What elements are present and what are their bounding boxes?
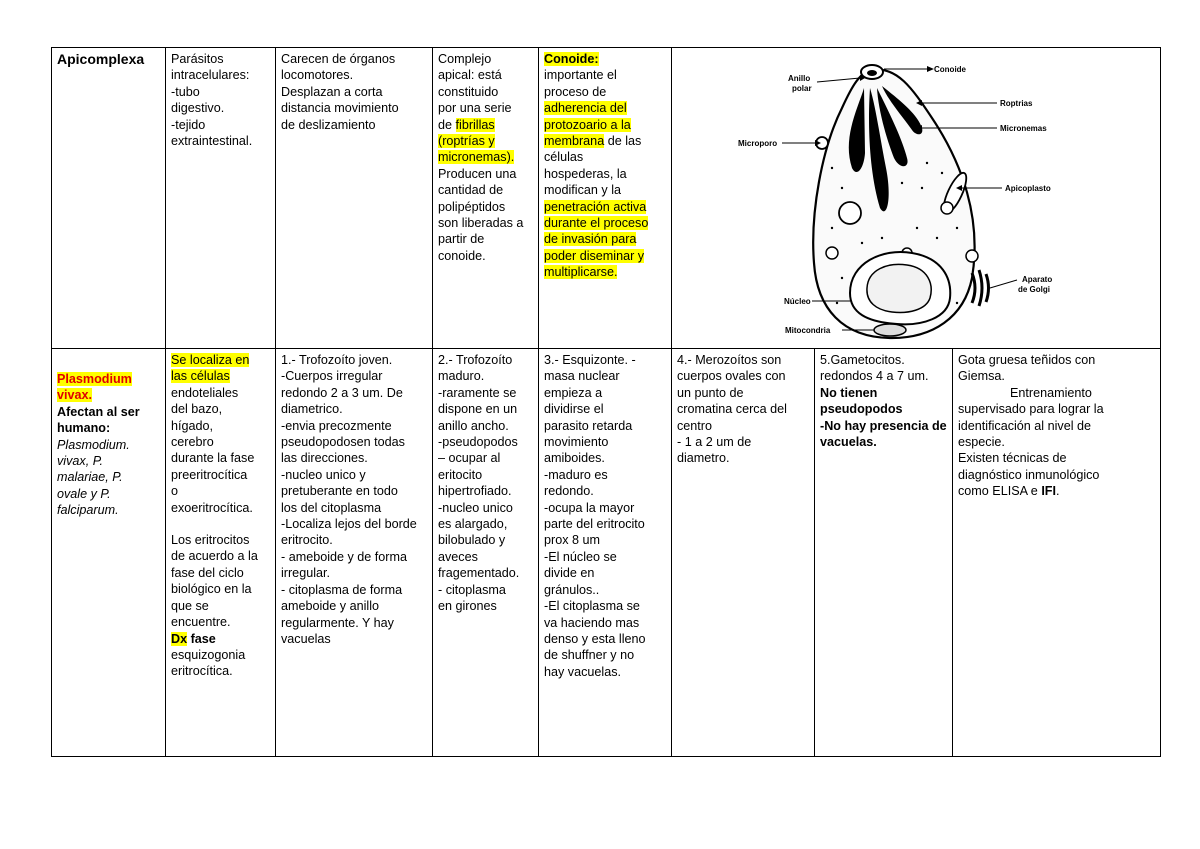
text-line: - 1 a 2 um de: [677, 435, 752, 450]
cell-diagram: [672, 48, 1161, 349]
highlight-text: (roptrías y: [438, 134, 495, 149]
species-list: vivax, P.: [57, 454, 103, 469]
text-line: del bazo,: [171, 402, 223, 417]
text-line: gránulos..: [544, 582, 600, 597]
label-polar: polar: [792, 84, 812, 93]
text-line: redondos 4 a 7 um.: [820, 369, 929, 384]
text-span: como ELISA e: [958, 484, 1042, 499]
text-line: -pseudopodos: [438, 435, 518, 450]
label-micronemas: Micronemas: [1000, 124, 1047, 133]
text-line: fragementado.: [438, 566, 520, 581]
text-line: constituido: [438, 84, 499, 99]
text-line: pseudopodosen todas: [281, 435, 405, 450]
text-line: especie.: [958, 435, 1005, 450]
text-line: -tubo: [171, 84, 200, 99]
text-line: los del citoplasma: [281, 500, 382, 515]
text-span: fase: [187, 631, 216, 646]
text-line: -tejido: [171, 117, 206, 132]
affects-label-2: humano:: [57, 421, 111, 436]
highlight-text: Se localiza en: [171, 353, 250, 367]
text-line: vacuelas: [281, 631, 331, 646]
text-line: -El citoplasma se: [544, 599, 640, 614]
text-line: aveces: [438, 549, 478, 564]
text-line: ameboide y anillo: [281, 599, 380, 614]
text-line: distancia movimiento: [281, 101, 399, 116]
text-line: parasito retarda: [544, 418, 633, 433]
label-roptrias: Roptrias: [1000, 99, 1033, 108]
text-line: supervisado para lograr la: [958, 402, 1104, 417]
text-line: redondo 2 a 3 um. De: [281, 385, 403, 400]
text-line: dividirse el: [544, 402, 604, 417]
label-apicoplasto: Apicoplasto: [1005, 184, 1051, 193]
text-line: encuentre.: [171, 615, 231, 630]
highlight-text: penetración activa: [544, 199, 647, 214]
text-line: partir de: [438, 232, 485, 247]
text-line: durante la fase: [171, 451, 255, 466]
text-line: locomotores.: [281, 68, 354, 83]
text-span: de las: [604, 134, 642, 149]
affects-label: Afectan al ser: [57, 404, 140, 419]
text-line: exoeritrocítica.: [171, 500, 253, 515]
apicomplexa-diagram: [672, 48, 1148, 342]
text-line: -Localiza lejos del borde: [281, 517, 417, 532]
text-line: cantidad de: [438, 183, 504, 198]
text-line: apical: está: [438, 68, 502, 83]
text-line: esquizogonia: [171, 647, 246, 662]
cell-apical-complex: [433, 48, 539, 349]
label-conoide: Conoide: [934, 65, 966, 74]
text-line: -ocupa la mayor: [544, 500, 635, 515]
text-line: Producen una: [438, 166, 517, 181]
highlight-text: protozoario a la: [544, 117, 631, 132]
text-line: -nucleo unico y: [281, 467, 366, 482]
text-line: hipertrofiado.: [438, 484, 512, 499]
cell-esquizonte: [539, 349, 672, 757]
text-line: de deslizamiento: [281, 117, 376, 132]
text-line: diametro.: [677, 451, 730, 466]
cell-diagnosis: [953, 349, 1161, 757]
text-line: Los eritrocitos: [171, 533, 250, 548]
text-line: hígado,: [171, 418, 214, 433]
highlight-text: de invasión para: [544, 232, 637, 247]
text-line: diametrico.: [281, 402, 343, 417]
cell-gametocitos: [815, 349, 953, 757]
cell-group-name: [52, 48, 166, 349]
text-span: Entrenamiento: [1010, 385, 1092, 400]
text-line: bilobulado y: [438, 533, 506, 548]
cell-merozoitos: [672, 349, 815, 757]
label-anillo: Anillo: [788, 74, 811, 83]
text-line: dispone en un: [438, 402, 518, 417]
text-line: modifican y la: [544, 183, 621, 198]
text-line: anillo ancho.: [438, 418, 509, 433]
text-line: -Cuerpos irregular: [281, 369, 383, 384]
text-line: de acuerdo a la: [171, 549, 258, 564]
text-line: las direcciones.: [281, 451, 368, 466]
text-line: movimiento: [544, 435, 609, 450]
species-list: Plasmodium.: [57, 437, 130, 452]
text-line: polipéptidos: [438, 199, 506, 214]
text-line: prox 8 um: [544, 533, 600, 548]
text-span: Giemsa.: [958, 369, 1005, 384]
text-line: divide en: [544, 566, 595, 581]
highlight-text: micronemas).: [438, 150, 515, 165]
text-line: importante el: [544, 68, 617, 83]
text-line: centro: [677, 418, 713, 433]
text-line: redondo.: [544, 484, 594, 499]
text-line: masa nuclear: [544, 369, 620, 384]
text-line: amiboides.: [544, 451, 605, 466]
text-line: es alargado,: [438, 517, 508, 532]
cell-species: [52, 349, 166, 757]
text-line: eritrocito.: [281, 533, 333, 548]
text-line: por una serie: [438, 101, 512, 116]
text-line: cerebro: [171, 435, 214, 450]
text-span: .: [1056, 484, 1060, 499]
text-line: son liberadas a: [438, 216, 524, 231]
apicomplexa-table: [51, 47, 1161, 757]
species-name-2: vivax.: [57, 388, 93, 403]
text-line: -envia precozmente: [281, 418, 392, 433]
ifi-label: IFI: [1041, 484, 1057, 499]
text-line: conoide.: [438, 248, 486, 263]
text-line: cuerpos ovales con: [677, 369, 786, 384]
text-line: 2.- Trofozoíto: [438, 353, 513, 367]
text-line: denso y esta lleno: [544, 631, 646, 646]
text-line: -maduro es: [544, 467, 608, 482]
text-line: pretuberante en todo: [281, 484, 398, 499]
species-list: falciparum.: [57, 503, 119, 518]
text-line: - ameboide y de forma: [281, 549, 407, 564]
text-line: cromatina cerca del: [677, 402, 787, 417]
text-line: Carecen de órganos: [281, 52, 396, 66]
text-line: parte del eritrocito: [544, 517, 645, 532]
text-line: diagnóstico inmunológico: [958, 467, 1100, 482]
cell-conoide: [539, 48, 672, 349]
species-list: ovale y P.: [57, 486, 111, 501]
text-line: 1.- Trofozoíto joven.: [281, 353, 393, 367]
text-line: eritocito: [438, 467, 483, 482]
highlight-text: membrana: [544, 134, 605, 149]
text-line: que se: [171, 598, 209, 613]
text-line: células: [544, 150, 584, 165]
text-line: hospederas, la: [544, 166, 627, 181]
text-line: preeritrocítica: [171, 467, 248, 482]
text-line: -raramente se: [438, 385, 517, 400]
species-name: Plasmodium: [57, 372, 132, 386]
text-line: empieza a: [544, 385, 603, 400]
species-list: malariae, P.: [57, 470, 123, 485]
text-line: -nucleo unico: [438, 500, 513, 515]
group-title: Apicomplexa: [57, 51, 145, 67]
text-line: vacuelas.: [820, 435, 877, 450]
text-span: de: [438, 117, 456, 132]
text-line: 4.- Merozoítos son: [677, 353, 782, 367]
text-line: Complejo: [438, 52, 492, 66]
text-line: en girones: [438, 599, 497, 614]
cell-parasites: [166, 48, 276, 349]
text-line: hay vacuelas.: [544, 664, 622, 679]
highlight-text: las células: [171, 369, 230, 384]
cell-locomotion: [276, 48, 433, 349]
text-line: o: [171, 484, 179, 499]
table-row: [52, 349, 1161, 757]
text-line: identificación al nivel de: [958, 418, 1092, 433]
label-aparato: Aparato: [1022, 275, 1053, 284]
cell-trofozoito-joven: [276, 349, 433, 757]
text-line: eritrocítica.: [171, 664, 233, 679]
text-line: regularmente. Y hay: [281, 615, 394, 630]
highlight-text: fibrillas: [455, 117, 495, 132]
text-line: fase del ciclo: [171, 565, 244, 580]
text-line: 5.Gametocitos.: [820, 353, 905, 367]
highlight-text: adherencia del: [544, 101, 627, 116]
highlight-text: poder diseminar y: [544, 248, 645, 263]
conoide-title: Conoide:: [544, 52, 599, 66]
label-microporo: Microporo: [738, 139, 778, 148]
cell-location: [166, 349, 276, 757]
text-line: -No hay presencia de: [820, 418, 947, 433]
text-line: un punto de: [677, 385, 744, 400]
text-line: extraintestinal.: [171, 134, 253, 149]
text-line: - citoplasma de forma: [281, 582, 403, 597]
text-line: endoteliales: [171, 385, 239, 400]
cell-trofozoito-maduro: [433, 349, 539, 757]
text-line: pseudopodos: [820, 402, 903, 417]
text-line: – ocupar al: [438, 451, 501, 466]
label-mitocondria: Mitocondria: [785, 326, 831, 335]
text-line: Desplazan a corta: [281, 84, 383, 99]
text-line: va haciendo mas: [544, 615, 640, 630]
dx-label: Dx: [171, 631, 188, 646]
text-line: digestivo.: [171, 101, 225, 116]
text-span: Gota gruesa teñidos con: [958, 353, 1096, 367]
text-line: maduro.: [438, 369, 485, 384]
text-line: intracelulares:: [171, 68, 250, 83]
text-line: -El núcleo se: [544, 549, 617, 564]
label-nucleo: Núcleo: [784, 297, 811, 306]
text-line: - citoplasma: [438, 582, 506, 597]
highlight-text: multiplicarse.: [544, 265, 618, 280]
text-line: de shuffner y no: [544, 648, 635, 663]
highlight-text: durante el proceso: [544, 216, 649, 231]
text-line: 3.- Esquizonte. -: [544, 353, 636, 367]
text-line: irregular.: [281, 566, 330, 581]
text-line: Existen técnicas de: [958, 451, 1067, 466]
text-line: biológico en la: [171, 582, 252, 597]
text-line: Parásitos: [171, 52, 224, 66]
table-row: [52, 48, 1161, 349]
text-line: proceso de: [544, 84, 607, 99]
label-golgi: de Golgi: [1018, 285, 1050, 294]
text-line: No tienen: [820, 385, 878, 400]
